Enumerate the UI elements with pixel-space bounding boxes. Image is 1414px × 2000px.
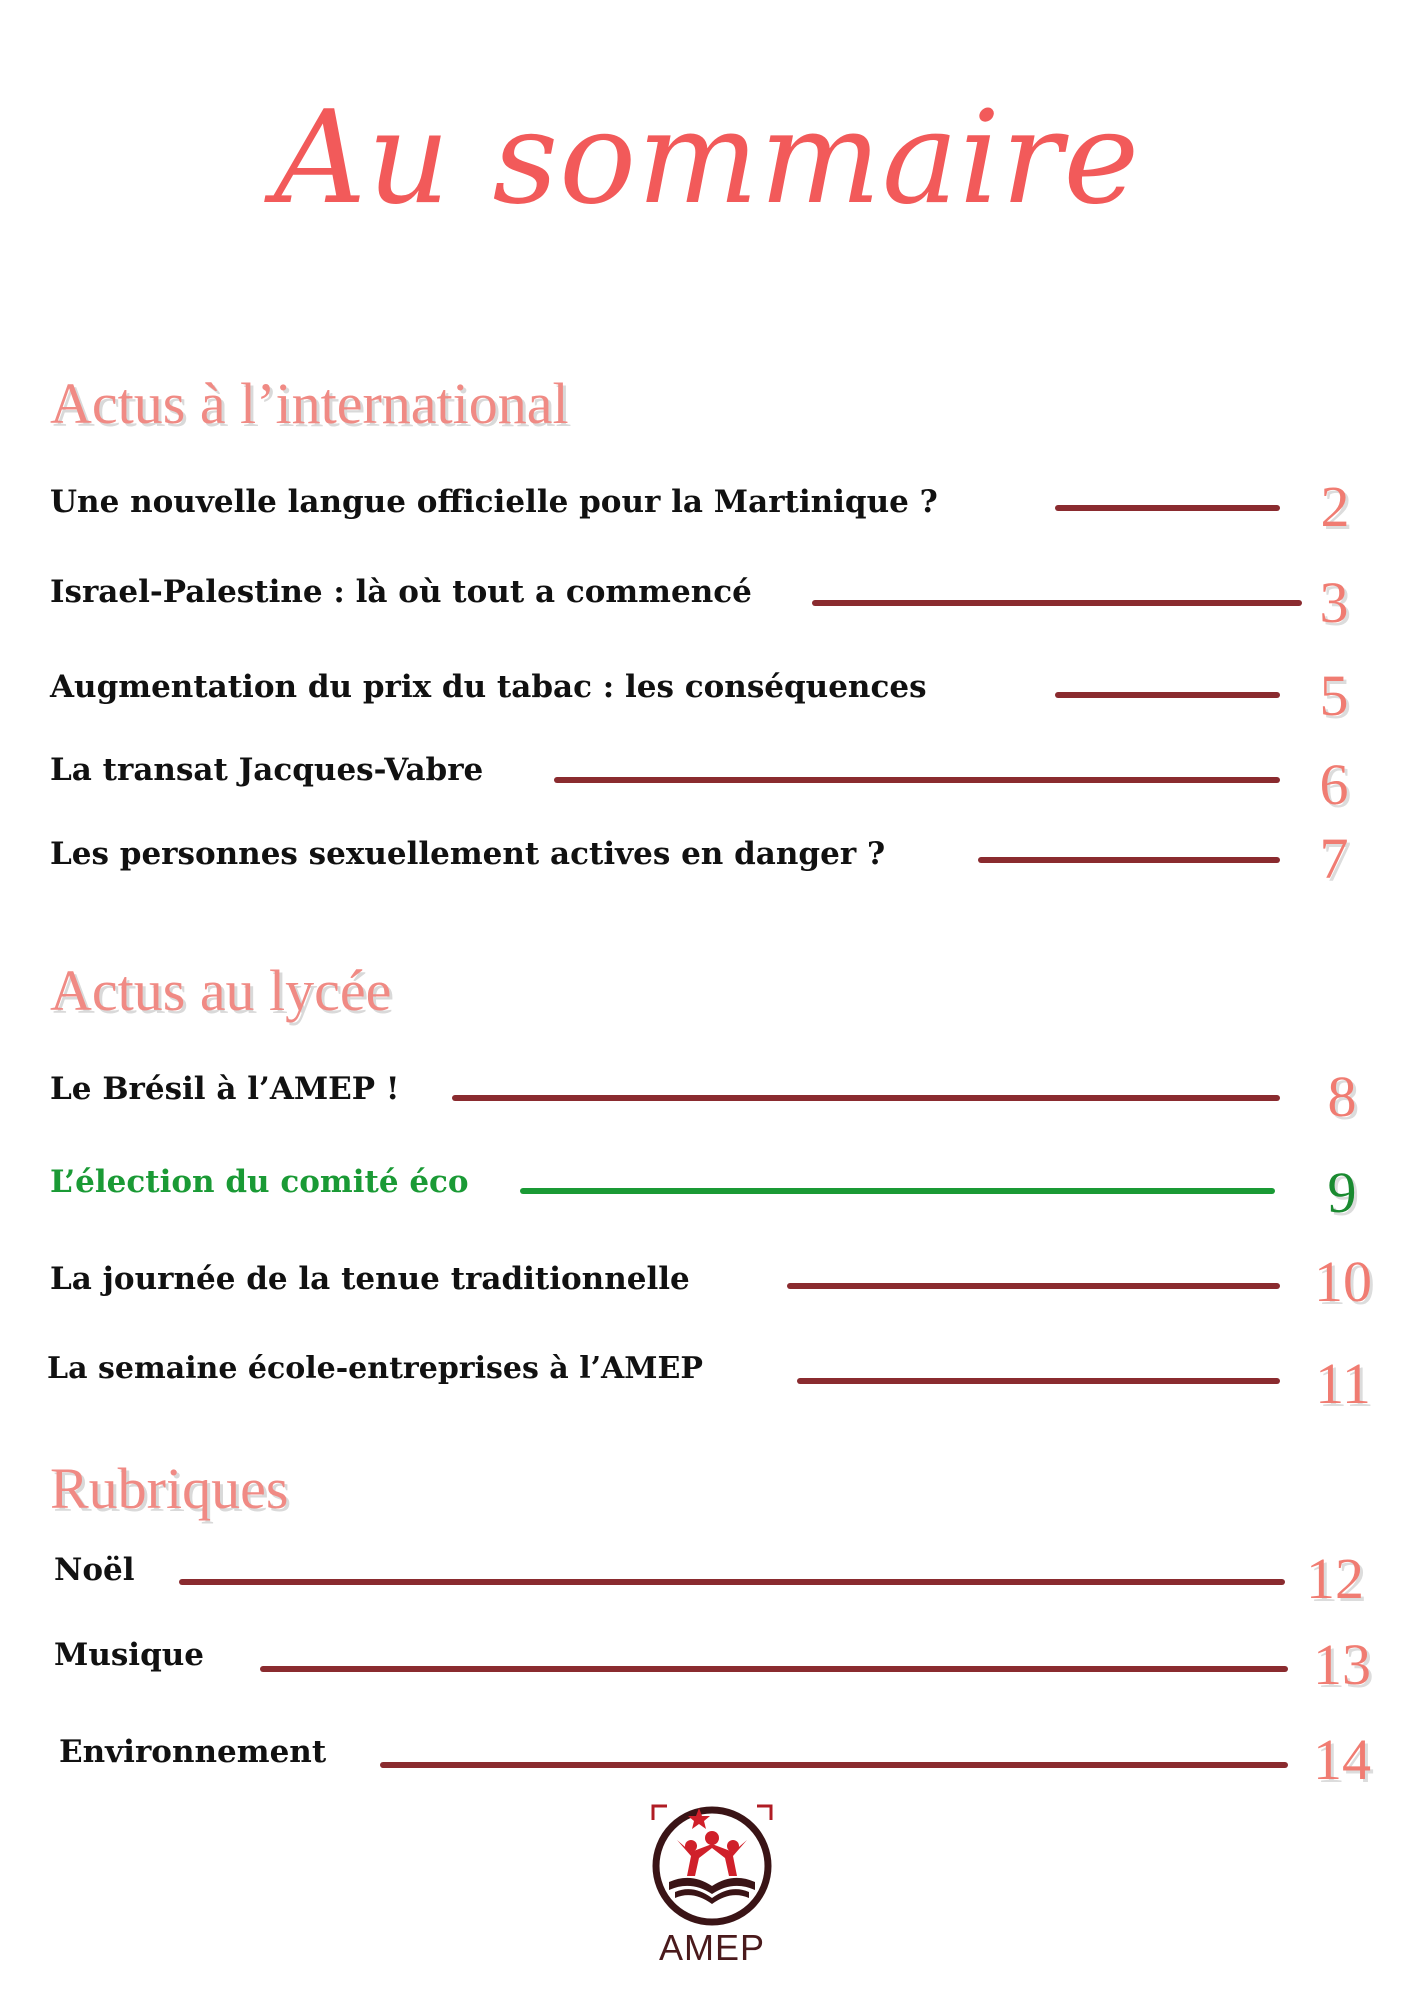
leader-line [812, 600, 1302, 606]
page-number: 3 [1319, 570, 1349, 635]
leader-line [1055, 505, 1280, 511]
toc-entry-title: Musique [54, 1637, 205, 1673]
page-number: 9 [1327, 1160, 1357, 1225]
leader-line [1055, 692, 1280, 698]
toc-entry-title: Augmentation du prix du tabac : les conséquences [50, 669, 927, 705]
toc-entry-title: Une nouvelle langue officielle pour la Martinique ? [50, 484, 938, 520]
leader-line [179, 1579, 1285, 1585]
toc-entry[interactable] [0, 1064, 1414, 1129]
page-number: 8 [1327, 1064, 1357, 1129]
page-title: Au sommaire [273, 84, 1141, 233]
toc-entry[interactable] [0, 1345, 1414, 1416]
page-number: 5 [1319, 663, 1349, 728]
page-number: 13 [1313, 1632, 1371, 1697]
toc-entry[interactable] [0, 568, 1414, 635]
toc-entry-title: Environnement [59, 1734, 327, 1770]
toc-entry[interactable] [0, 663, 1414, 728]
toc-entry-highlighted[interactable] [0, 1158, 1414, 1225]
toc-entry-title: Noël [54, 1552, 135, 1588]
leader-line [380, 1762, 1288, 1768]
leader-line [520, 1188, 1275, 1194]
toc-entry-title: Les personnes sexuellement actives en danger ? [50, 836, 886, 872]
page-number: 12 [1306, 1546, 1364, 1611]
section-heading-rubriques: Rubriques [50, 1456, 289, 1521]
toc-entry[interactable] [0, 752, 1414, 817]
page-number: 2 [1320, 474, 1350, 539]
section-heading-lycee: Actus au lycée [50, 958, 392, 1023]
toc-entry-title: La transat Jacques-Vabre [50, 752, 484, 788]
leader-line [978, 857, 1280, 863]
page-number: 10 [1314, 1249, 1372, 1314]
logo-text: AMEP [658, 1927, 766, 1968]
toc-entry-title: La semaine école-entreprises à l’AMEP [47, 1351, 703, 1386]
page-number: 14 [1313, 1727, 1371, 1792]
toc-entry-title: Le Brésil à l’AMEP ! [50, 1071, 400, 1107]
toc-entry[interactable] [0, 1630, 1414, 1697]
amep-logo [647, 1800, 777, 1970]
leader-line [554, 777, 1280, 783]
toc-entry-title: La journée de la tenue traditionnelle [50, 1261, 690, 1297]
section-heading-international: Actus à l’international [50, 371, 569, 436]
page-number: 6 [1319, 752, 1349, 817]
toc-entry[interactable] [0, 474, 1414, 539]
leader-line [452, 1095, 1280, 1101]
page-number: 7 [1319, 826, 1349, 891]
toc-entry-title: L’élection du comité éco [50, 1164, 469, 1200]
leader-line [260, 1666, 1288, 1672]
toc-entry[interactable] [0, 1545, 1414, 1611]
leader-line [787, 1283, 1280, 1289]
toc-entry[interactable] [0, 826, 1414, 891]
leader-line [797, 1378, 1280, 1384]
toc-entry[interactable] [0, 1727, 1414, 1792]
amep-logo-icon [647, 1800, 777, 1928]
toc-entry[interactable] [0, 1249, 1414, 1314]
page-number: 11 [1315, 1351, 1371, 1416]
toc-entry-title: Israel-Palestine : là où tout a commencé [50, 574, 752, 610]
